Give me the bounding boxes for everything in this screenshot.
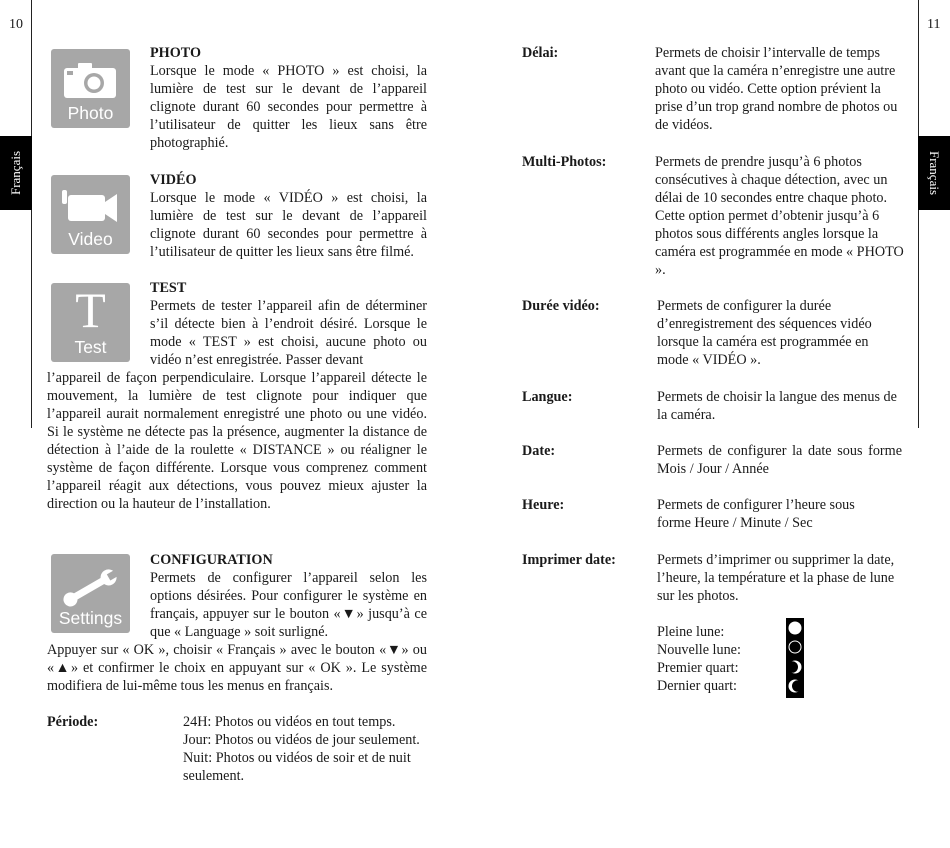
photo-body: Lorsque le mode « PHOTO » est choisi, la lumière de test sur le devant de l’appareil clignote durant 60 secondes pour permettre à l’utilisateur de quitter les lieux sans être photographié.: [150, 63, 427, 151]
option-desc-imprimer-date: Permets d’imprimer ou supprimer la date, l’heure, la température et la phase de lune sur les photos.: [657, 552, 895, 604]
test-mode-icon: T Test: [51, 283, 130, 362]
option-desc-duree-video: Permets de configurer la durée d’enregistrement des séquences vidéo lorsque la caméra est programmée en mode « VIDÉO ».: [657, 298, 872, 368]
page-number-right: 11: [927, 17, 941, 32]
full-moon-icon: [788, 621, 802, 635]
letter-t-icon: T: [75, 282, 106, 338]
periode-line-nuit: Nuit: Photos ou vidéos de soir et de nuit seulement.: [183, 750, 411, 784]
right-margin-rule: [918, 0, 919, 428]
option-desc-multi-photos: Permets de prendre jusqu’à 6 photos consécutives à chaque détection, avec un délai de 10 secondes entre chaque photo. Cette option permet d’obtenir jusqu’à 6 photos sous différents angles lorsque la caméra est programmée en mode « PHOTO ».: [655, 154, 904, 278]
language-tab-right: Français: [918, 136, 950, 210]
moon-phase-nouvelle: Nouvelle lune:: [657, 642, 741, 658]
moon-phase-premier: Premier quart:: [657, 660, 739, 676]
moon-phase-pleine: Pleine lune:: [657, 624, 725, 640]
option-label-delai: Délai:: [522, 45, 559, 61]
option-desc-date: Permets de configurer la date sous forme Mois / Jour / Année: [657, 443, 902, 477]
test-title: TEST: [150, 280, 187, 296]
option-desc-delai: Permets de choisir l’intervalle de temps avant que la caméra n’enregistre une autre photo ou vidéo. Cette option prévient la prise d’un trop grand nombre de photos ou de vidéos.: [655, 45, 898, 133]
first-quarter-moon-icon: [788, 660, 802, 674]
test-body: l’appareil de façon perpendiculaire. Lorsque l’appareil détecte le mouvement, la lumière de test clignote pour indiquer que l’appareil aurait normalement enregistré une photo ou une vidéo. Si le système ne détecte pas la présence, augmenter la distance de détection à l’aide de la roulette « DISTANCE » ou réaligner le système de façon différente. Lorsque vous comprenez comment l’appareil réagit aux détections, vous pouvez mieux ajuster la direction ou la hauteur de l’installation.: [47, 370, 427, 512]
periode-label: Période:: [47, 714, 99, 730]
option-label-date: Date:: [522, 443, 556, 459]
option-label-duree-video: Durée vidéo:: [522, 298, 600, 314]
photo-mode-icon: Photo: [51, 49, 130, 128]
periode-desc: [183, 713, 433, 785]
left-margin-rule: [31, 0, 32, 428]
configuration-title: CONFIGURATION: [150, 552, 273, 568]
video-body: Lorsque le mode « VIDÉO » est choisi, la lumière de test sur le devant de l’appareil clignote durant 60 secondes pour permettre à l’utilisateur de quitter les lieux sans être filmé.: [150, 190, 427, 260]
video-mode-icon: Video: [51, 175, 130, 254]
periode-line-jour: Jour: Photos ou vidéos de jour seulement.: [183, 732, 420, 748]
last-quarter-moon-icon: [788, 679, 802, 693]
option-label-multi-photos: Multi-Photos:: [522, 154, 607, 170]
moon-phase-dernier: Dernier quart:: [657, 678, 737, 694]
moon-phase-icons: [786, 618, 804, 698]
new-moon-icon: [788, 640, 802, 654]
option-desc-langue: Permets de choisir la langue des menus de la caméra.: [657, 389, 897, 423]
option-desc-heure: Permets de configurer l’heure sous forme Heure / Minute / Sec: [657, 497, 855, 531]
configuration-body: Appuyer sur « OK », choisir « Français » avec le bouton «▼» ou «▲» et confirmer le choix en appuyant sur « OK ». Le système modifiera de lui-même tous les menus en français.: [47, 642, 427, 694]
option-label-imprimer-date: Imprimer date:: [522, 552, 616, 568]
language-tab-left: Français: [0, 136, 32, 210]
configuration-body-wrapped: Permets de configurer l’appareil selon les options désirées. Pour configurer le système en français, appuyer sur le bouton «▼» jusqu’à ce que « Language » soit surligné.: [150, 570, 427, 640]
periode-line-24h: 24H: Photos ou vidéos en tout temps.: [183, 714, 396, 730]
photo-title: PHOTO: [150, 45, 201, 61]
video-title: VIDÉO: [150, 172, 197, 188]
page-number-left: 10: [9, 17, 23, 32]
option-label-heure: Heure:: [522, 497, 565, 513]
option-label-langue: Langue:: [522, 389, 573, 405]
test-body-wrapped: Permets de tester l’appareil afin de déterminer s’il détecte bien à l’endroit désiré. Lorsque le mode « TEST » est choisi, aucune photo ou vidéo n’est enregistrée. Passer devant: [150, 298, 427, 368]
settings-mode-icon: Settings: [51, 554, 130, 633]
moon-phase-list: [657, 623, 777, 695]
